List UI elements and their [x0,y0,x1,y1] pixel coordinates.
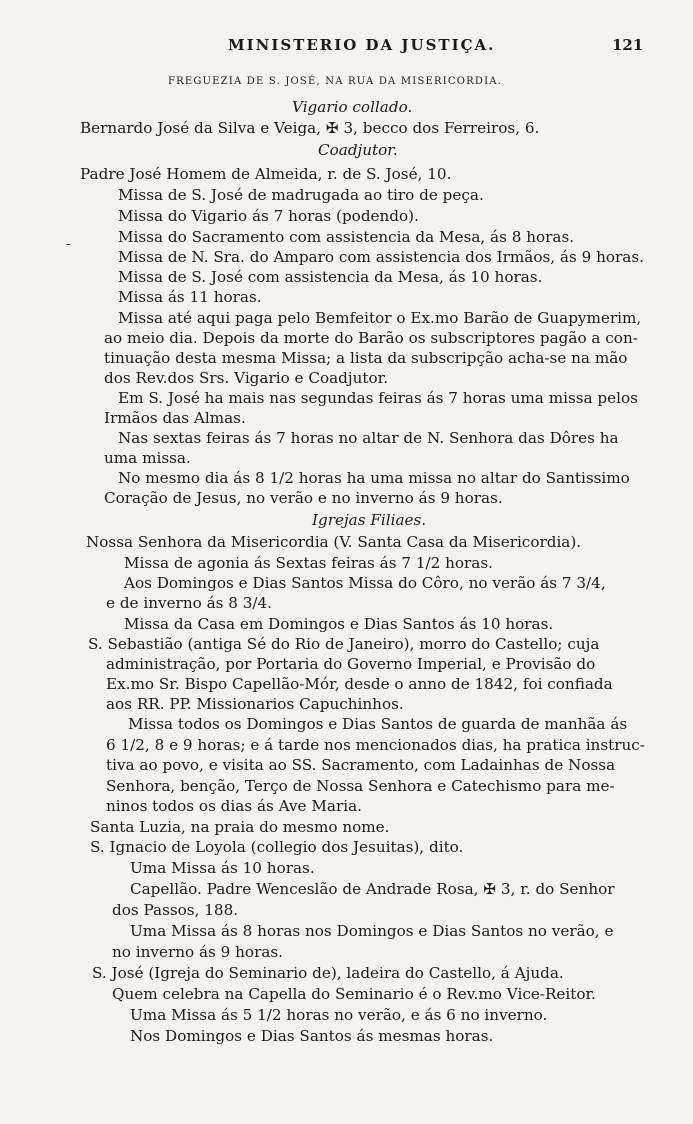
text-line: Capellão. Padre Wenceslão de Andrade Rosa, ✠ 3, r. do Senhor [130,880,615,898]
page-number: 121 [612,36,644,54]
text-line: ninos todos os dias ás Ave Maria. [106,797,362,815]
text-line: Missa ás 11 horas. [118,288,262,306]
text-line: Bernardo José da Silva e Veiga, ✠ 3, becco dos Ferreiros, 6. [80,119,540,137]
text-line: Ex.mo Sr. Bispo Capellão-Mór, desde o anno de 1842, foi confiada [106,675,613,693]
text-line: No mesmo dia ás 8 1/2 horas ha uma missa no altar do Santissimo [118,469,630,487]
section-heading-vigario: Vigario collado. [292,98,413,116]
parish-heading: FREGUEZIA DE S. JOSÉ, NA RUA DA MISERICORDIA. [168,76,503,87]
text-line: S. Sebastião (antiga Sé do Rio de Janeiro), morro do Castello; cuja [88,635,600,653]
text-line: Em S. José ha mais nas segundas feiras ás 7 horas uma missa pelos [118,389,638,407]
text-line: ao meio dia. Depois da morte do Barão os subscriptores pagão a con- [104,329,638,347]
text-line: Missa todos os Domingos e Dias Santos de guarda de manhãa ás [128,715,628,733]
text-line: dos Rev.dos Srs. Vigario e Coadjutor. [104,369,389,387]
text-line: Missa de N. Sra. do Amparo com assistencia dos Irmãos, ás 9 horas. [118,248,644,266]
text-line: tinuação desta mesma Missa; a lista da subscripção acha-se na mão [104,349,628,367]
text-line: 6 1/2, 8 e 9 horas; e á tarde nos mencionados dias, ha pratica instruc- [106,736,645,754]
running-title: MINISTERIO DA JUSTIÇA. [228,36,496,54]
text-line: tiva ao povo, e visita ao SS. Sacramento, com Ladainhas de Nossa [106,756,616,774]
text-line: Missa de S. José de madrugada ao tiro de peça. [118,186,484,204]
text-line: Uma Missa ás 10 horas. [130,859,315,877]
page-header [0,36,693,60]
text-line: Irmãos das Almas. [104,409,246,427]
text-line: Santa Luzia, na praia do mesmo nome. [90,818,390,836]
text-line: Aos Domingos e Dias Santos Missa do Côro, no verão ás 7 3/4, [124,574,606,592]
text-line: Coração de Jesus, no verão e no inverno ás 9 horas. [104,489,503,507]
text-line: uma missa. [104,449,191,467]
text-line: S. Ignacio de Loyola (collegio dos Jesuitas), dito. [90,838,464,856]
text-line: Missa do Vigario ás 7 horas (podendo). [118,207,419,225]
text-line: Missa até aqui paga pelo Bemfeitor o Ex.mo Barão de Guapymerim, [118,309,642,327]
text-line: Nossa Senhora da Misericordia (V. Santa Casa da Misericordia). [86,533,582,551]
text-line: Padre José Homem de Almeida, r. de S. José, 10. [80,165,452,183]
text-line: administração, por Portaria do Governo Imperial, e Provisão do [106,655,596,673]
text-line: e de inverno ás 8 3/4. [106,594,273,612]
section-heading-coadjutor: Coadjutor. [318,141,398,159]
margin-dash-mark: - [66,236,71,252]
section-heading-igrejas: Igrejas Filiaes. [312,511,427,529]
text-line: Nas sextas feiras ás 7 horas no altar de N. Senhora das Dôres ha [118,429,619,447]
text-line: Uma Missa ás 5 1/2 horas no verão, e ás 6 no inverno. [130,1006,548,1024]
text-line: Uma Missa ás 8 horas nos Domingos e Dias Santos no verão, e [130,922,614,940]
text-line: S. José (Igreja do Seminario de), ladeira do Castello, á Ajuda. [92,964,564,982]
text-line: no inverno ás 9 horas. [112,943,284,961]
text-line: Quem celebra na Capella do Seminario é o Rev.mo Vice-Reitor. [112,985,596,1003]
text-line: Missa de S. José com assistencia da Mesa, ás 10 horas. [118,268,543,286]
text-line: dos Passos, 188. [112,901,239,919]
text-line: Senhora, benção, Terço de Nossa Senhora e Catechismo para me- [106,777,615,795]
text-line: Nos Domingos e Dias Santos ás mesmas horas. [130,1027,494,1045]
text-line: Missa do Sacramento com assistencia da Mesa, ás 8 horas. [118,228,575,246]
text-line: Missa de agonia ás Sextas feiras ás 7 1/2 horas. [124,554,493,572]
text-line: aos RR. PP. Missionarios Capuchinhos. [106,695,404,713]
text-line: Missa da Casa em Domingos e Dias Santos ás 10 horas. [124,615,554,633]
